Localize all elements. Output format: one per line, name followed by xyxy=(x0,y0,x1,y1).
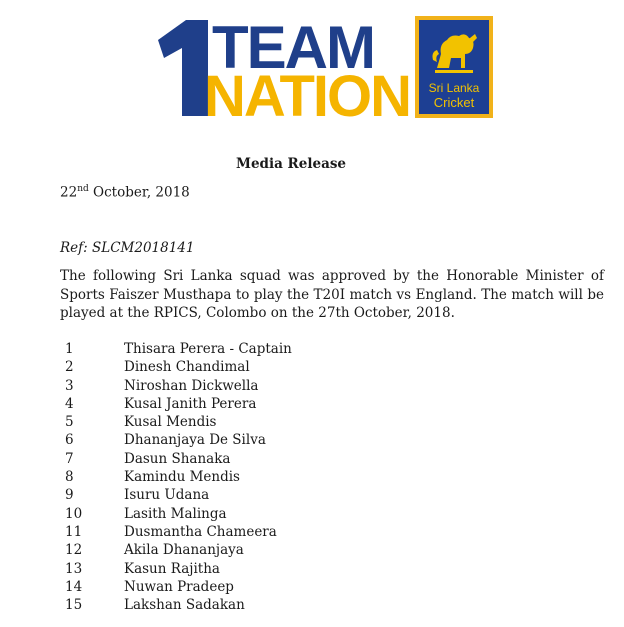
numeral-one-icon xyxy=(152,18,212,118)
document-heading: Media Release xyxy=(236,156,347,172)
player-name: Lakshan Sadakan xyxy=(124,597,245,614)
player-name: Dhananjaya De Silva xyxy=(124,432,266,449)
date-rest: October, 2018 xyxy=(88,184,190,201)
player-name: Thisara Perera - Captain xyxy=(124,341,292,357)
release-body: The following Sri Lanka squad was approved by the Honorable Minister of Sports Faiszer Musthapa to play the T20I match vs England. The match will be played at the RPICS, Colombo on the 27th October, 2018. xyxy=(60,268,604,321)
player-number: 5 xyxy=(65,414,74,431)
player-name: Kusal Janith Perera xyxy=(124,395,257,412)
badge-cricket-label: Cricket xyxy=(433,95,475,110)
player-name: Akila Dhananjaya xyxy=(124,542,244,559)
player-number: 7 xyxy=(65,450,74,467)
player-number: 6 xyxy=(65,432,74,449)
player-number: 14 xyxy=(65,578,83,595)
player-number: 8 xyxy=(65,469,74,486)
date-day: 22 xyxy=(60,184,78,201)
player-name: Lasith Malinga xyxy=(124,505,227,522)
player-number: 12 xyxy=(65,542,83,559)
player-name: Dasun Shanaka xyxy=(124,450,231,467)
release-date xyxy=(60,184,190,201)
player-number: 1 xyxy=(65,341,74,357)
player-name: Dusmantha Chameera xyxy=(124,523,277,540)
logo-team-word: TEAM xyxy=(212,14,374,81)
player-number: 2 xyxy=(65,359,74,376)
badge-sri-lanka-label: Sri Lanka xyxy=(428,81,480,95)
player-name: Kamindu Mendis xyxy=(124,469,240,486)
logo-wordmark xyxy=(150,14,411,129)
player-number: 10 xyxy=(65,505,83,522)
player-name: Kasun Rajitha xyxy=(124,560,220,577)
player-number: 11 xyxy=(65,523,83,540)
player-name: Dinesh Chandimal xyxy=(124,359,250,376)
player-number: 15 xyxy=(65,597,83,614)
player-name: Isuru Udana xyxy=(124,487,210,504)
lion-emblem-icon xyxy=(429,28,479,78)
player-number: 13 xyxy=(65,560,83,577)
player-name: Kusal Mendis xyxy=(124,414,217,431)
player-name: Niroshan Dickwella xyxy=(124,377,259,394)
player-name: Nuwan Pradeep xyxy=(124,578,234,595)
player-number: 9 xyxy=(65,487,74,504)
sri-lanka-cricket-badge xyxy=(415,16,493,118)
player-number: 3 xyxy=(65,377,74,394)
logo-nation-word: NATION xyxy=(204,64,411,129)
reference-number: Ref: SLCM2018141 xyxy=(60,240,195,256)
team-nation-logo xyxy=(150,14,495,129)
date-suffix: nd xyxy=(77,184,89,194)
player-number: 4 xyxy=(65,395,74,412)
